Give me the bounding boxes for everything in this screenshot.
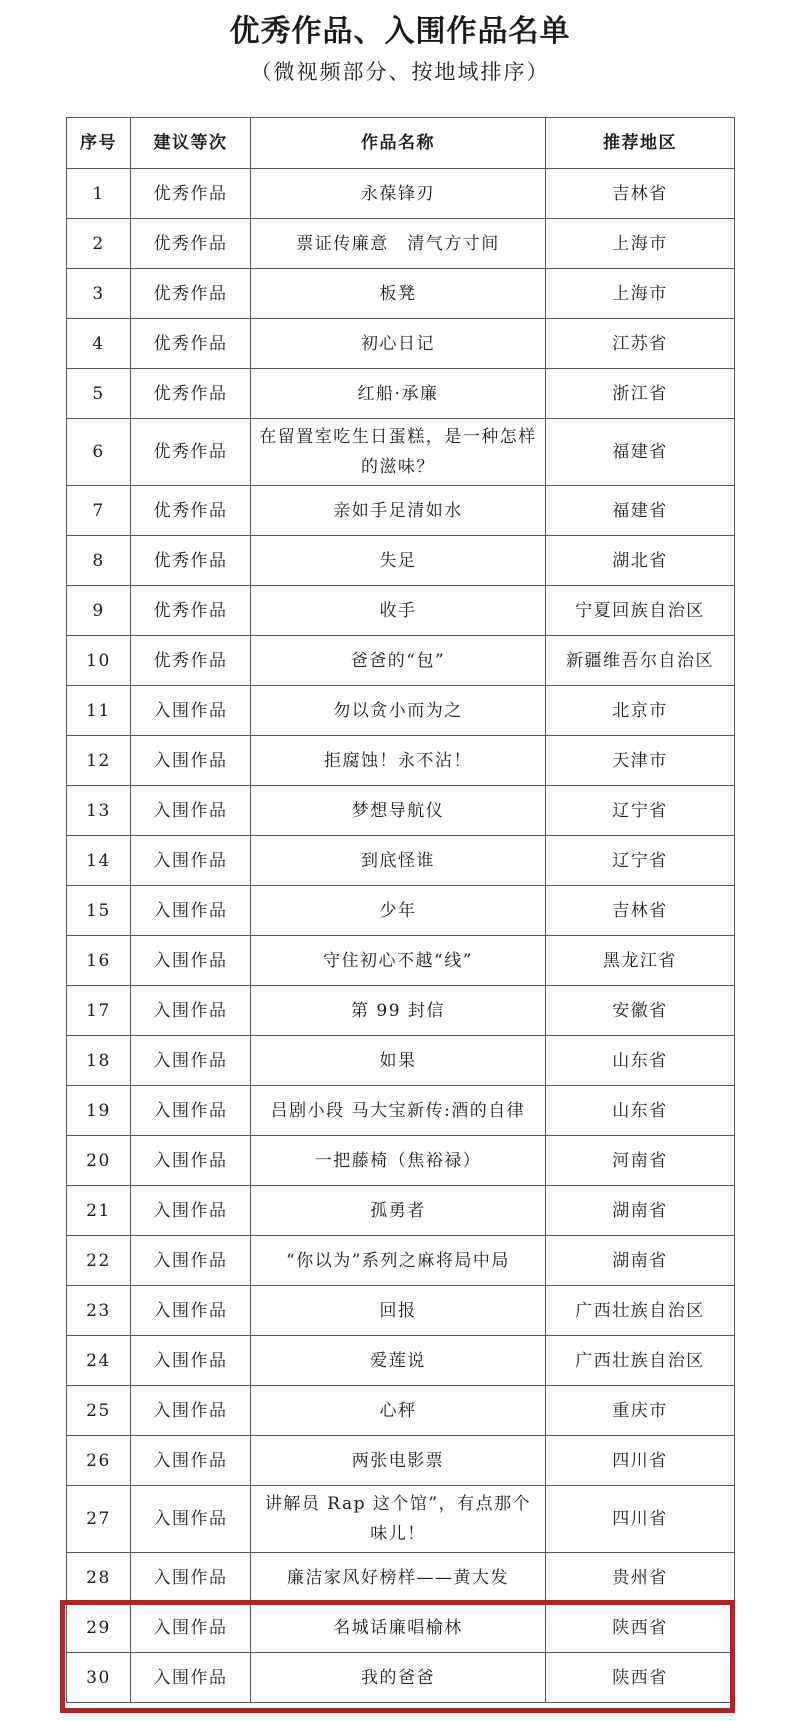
row-index: 1 bbox=[67, 169, 131, 219]
row-region: 山东省 bbox=[546, 1086, 735, 1136]
header-work-title: 作品名称 bbox=[251, 118, 546, 169]
row-grade: 优秀作品 bbox=[131, 169, 251, 219]
row-grade: 入围作品 bbox=[131, 1486, 251, 1553]
table-row bbox=[67, 886, 735, 936]
row-region: 上海市 bbox=[546, 269, 735, 319]
row-work-title: 孤勇者 bbox=[251, 1186, 546, 1236]
row-work-title: 吕剧小段 马大宝新传:酒的自律 bbox=[251, 1086, 546, 1136]
row-work-title: 回报 bbox=[251, 1286, 546, 1336]
row-work-title: 初心日记 bbox=[251, 319, 546, 369]
row-region: 湖南省 bbox=[546, 1186, 735, 1236]
row-grade: 入围作品 bbox=[131, 886, 251, 936]
row-index: 2 bbox=[67, 219, 131, 269]
table-row bbox=[67, 219, 735, 269]
table-row bbox=[67, 1553, 735, 1603]
table-row bbox=[67, 1036, 735, 1086]
row-region: 广西壮族自治区 bbox=[546, 1336, 735, 1386]
row-work-title: 收手 bbox=[251, 586, 546, 636]
row-grade: 入围作品 bbox=[131, 986, 251, 1036]
row-work-title: 爱莲说 bbox=[251, 1336, 546, 1386]
row-work-title: 心秤 bbox=[251, 1386, 546, 1436]
row-index: 6 bbox=[67, 419, 131, 486]
table-row bbox=[67, 419, 735, 486]
row-index: 20 bbox=[67, 1136, 131, 1186]
row-work-title: 亲如手足清如水 bbox=[251, 486, 546, 536]
table-row bbox=[67, 686, 735, 736]
row-index: 26 bbox=[67, 1436, 131, 1486]
row-work-title: 讲解员 Rap 这个馆”，有点那个味儿！ bbox=[251, 1486, 546, 1553]
row-index: 12 bbox=[67, 736, 131, 786]
table-row bbox=[67, 786, 735, 836]
row-work-title: 一把藤椅（焦裕禄） bbox=[251, 1136, 546, 1186]
row-grade: 优秀作品 bbox=[131, 419, 251, 486]
row-region: 陕西省 bbox=[546, 1603, 735, 1653]
table-row bbox=[67, 369, 735, 419]
row-index: 19 bbox=[67, 1086, 131, 1136]
row-work-title: 少年 bbox=[251, 886, 546, 936]
row-index: 17 bbox=[67, 986, 131, 1036]
row-region: 四川省 bbox=[546, 1486, 735, 1553]
row-grade: 优秀作品 bbox=[131, 486, 251, 536]
table-row bbox=[67, 1386, 735, 1436]
table-row bbox=[67, 1653, 735, 1703]
row-work-title: 到底怪谁 bbox=[251, 836, 546, 886]
row-region: 陕西省 bbox=[546, 1653, 735, 1703]
row-grade: 入围作品 bbox=[131, 1086, 251, 1136]
row-region: 贵州省 bbox=[546, 1553, 735, 1603]
row-grade: 入围作品 bbox=[131, 1336, 251, 1386]
row-region: 辽宁省 bbox=[546, 786, 735, 836]
table-row bbox=[67, 1286, 735, 1336]
row-index: 18 bbox=[67, 1036, 131, 1086]
row-work-title: “你以为”系列之麻将局中局 bbox=[251, 1236, 546, 1286]
row-work-title: 两张电影票 bbox=[251, 1436, 546, 1486]
row-work-title: 如果 bbox=[251, 1036, 546, 1086]
table-row bbox=[67, 1336, 735, 1386]
row-region: 江苏省 bbox=[546, 319, 735, 369]
row-index: 14 bbox=[67, 836, 131, 886]
row-index: 28 bbox=[67, 1553, 131, 1603]
row-index: 27 bbox=[67, 1486, 131, 1553]
row-grade: 入围作品 bbox=[131, 1036, 251, 1086]
row-region: 福建省 bbox=[546, 486, 735, 536]
row-index: 30 bbox=[67, 1653, 131, 1703]
row-work-title: 在留置室吃生日蛋糕，是一种怎样的滋味？ bbox=[251, 419, 546, 486]
row-grade: 优秀作品 bbox=[131, 369, 251, 419]
row-grade: 入围作品 bbox=[131, 1186, 251, 1236]
table-row bbox=[67, 319, 735, 369]
row-region: 广西壮族自治区 bbox=[546, 1286, 735, 1336]
award-list-table bbox=[66, 117, 735, 1703]
row-grade: 入围作品 bbox=[131, 1603, 251, 1653]
table-header-row bbox=[67, 118, 735, 169]
table-row bbox=[67, 1136, 735, 1186]
row-grade: 优秀作品 bbox=[131, 586, 251, 636]
row-grade: 入围作品 bbox=[131, 1653, 251, 1703]
row-grade: 入围作品 bbox=[131, 1286, 251, 1336]
row-index: 8 bbox=[67, 536, 131, 586]
row-index: 10 bbox=[67, 636, 131, 686]
table-row bbox=[67, 1186, 735, 1236]
row-region: 新疆维吾尔自治区 bbox=[546, 636, 735, 686]
table-row bbox=[67, 169, 735, 219]
table-row bbox=[67, 536, 735, 586]
row-region: 山东省 bbox=[546, 1036, 735, 1086]
row-index: 29 bbox=[67, 1603, 131, 1653]
row-grade: 入围作品 bbox=[131, 836, 251, 886]
row-work-title: 我的爸爸 bbox=[251, 1653, 546, 1703]
row-index: 13 bbox=[67, 786, 131, 836]
row-work-title: 失足 bbox=[251, 536, 546, 586]
row-region: 辽宁省 bbox=[546, 836, 735, 886]
row-grade: 入围作品 bbox=[131, 1553, 251, 1603]
row-index: 24 bbox=[67, 1336, 131, 1386]
row-region: 天津市 bbox=[546, 736, 735, 786]
row-region: 上海市 bbox=[546, 219, 735, 269]
table-row bbox=[67, 269, 735, 319]
row-work-title: 永葆锋刃 bbox=[251, 169, 546, 219]
row-work-title: 勿以贪小而为之 bbox=[251, 686, 546, 736]
row-region: 四川省 bbox=[546, 1436, 735, 1486]
row-region: 河南省 bbox=[546, 1136, 735, 1186]
row-grade: 入围作品 bbox=[131, 1386, 251, 1436]
row-index: 3 bbox=[67, 269, 131, 319]
row-index: 9 bbox=[67, 586, 131, 636]
row-index: 4 bbox=[67, 319, 131, 369]
header-index: 序号 bbox=[67, 118, 131, 169]
table-row bbox=[67, 1436, 735, 1486]
row-region: 吉林省 bbox=[546, 169, 735, 219]
row-grade: 入围作品 bbox=[131, 936, 251, 986]
row-grade: 入围作品 bbox=[131, 786, 251, 836]
row-grade: 优秀作品 bbox=[131, 219, 251, 269]
table-row bbox=[67, 986, 735, 1036]
row-grade: 优秀作品 bbox=[131, 636, 251, 686]
row-region: 安徽省 bbox=[546, 986, 735, 1036]
row-work-title: 名城话廉唱榆林 bbox=[251, 1603, 546, 1653]
table-row bbox=[67, 1236, 735, 1286]
row-work-title: 第 99 封信 bbox=[251, 986, 546, 1036]
row-work-title: 梦想导航仪 bbox=[251, 786, 546, 836]
row-work-title: 红船·承廉 bbox=[251, 369, 546, 419]
row-region: 湖北省 bbox=[546, 536, 735, 586]
row-region: 重庆市 bbox=[546, 1386, 735, 1436]
row-work-title: 守住初心不越“线” bbox=[251, 936, 546, 986]
row-index: 21 bbox=[67, 1186, 131, 1236]
row-grade: 优秀作品 bbox=[131, 319, 251, 369]
row-region: 宁夏回族自治区 bbox=[546, 586, 735, 636]
table-row bbox=[67, 586, 735, 636]
row-index: 15 bbox=[67, 886, 131, 936]
row-grade: 入围作品 bbox=[131, 1436, 251, 1486]
document-title: 优秀作品、入围作品名单 bbox=[229, 14, 571, 49]
row-region: 北京市 bbox=[546, 686, 735, 736]
row-index: 11 bbox=[67, 686, 131, 736]
row-work-title: 票证传廉意 清气方寸间 bbox=[251, 219, 546, 269]
row-work-title: 爸爸的“包” bbox=[251, 636, 546, 686]
table-row bbox=[67, 1086, 735, 1136]
row-index: 7 bbox=[67, 486, 131, 536]
row-region: 浙江省 bbox=[546, 369, 735, 419]
header-region: 推荐地区 bbox=[546, 118, 735, 169]
table-row bbox=[67, 836, 735, 886]
document-subtitle: （微视频部分、按地域排序） bbox=[250, 60, 550, 84]
row-grade: 入围作品 bbox=[131, 1236, 251, 1286]
table-row bbox=[67, 486, 735, 536]
row-grade: 优秀作品 bbox=[131, 269, 251, 319]
table-row bbox=[67, 736, 735, 786]
row-region: 湖南省 bbox=[546, 1236, 735, 1286]
table-row bbox=[67, 936, 735, 986]
row-region: 吉林省 bbox=[546, 886, 735, 936]
row-index: 25 bbox=[67, 1386, 131, 1436]
row-index: 16 bbox=[67, 936, 131, 986]
row-work-title: 廉洁家风好榜样——黄大发 bbox=[251, 1553, 546, 1603]
row-work-title: 板凳 bbox=[251, 269, 546, 319]
row-index: 22 bbox=[67, 1236, 131, 1286]
row-work-title: 拒腐蚀！永不沾！ bbox=[251, 736, 546, 786]
row-index: 23 bbox=[67, 1286, 131, 1336]
header-grade: 建议等次 bbox=[131, 118, 251, 169]
row-region: 福建省 bbox=[546, 419, 735, 486]
row-grade: 入围作品 bbox=[131, 1136, 251, 1186]
table-row bbox=[67, 636, 735, 686]
row-grade: 入围作品 bbox=[131, 736, 251, 786]
row-index: 5 bbox=[67, 369, 131, 419]
row-region: 黑龙江省 bbox=[546, 936, 735, 986]
row-grade: 优秀作品 bbox=[131, 536, 251, 586]
table-row bbox=[67, 1486, 735, 1553]
row-grade: 入围作品 bbox=[131, 686, 251, 736]
table-row bbox=[67, 1603, 735, 1653]
